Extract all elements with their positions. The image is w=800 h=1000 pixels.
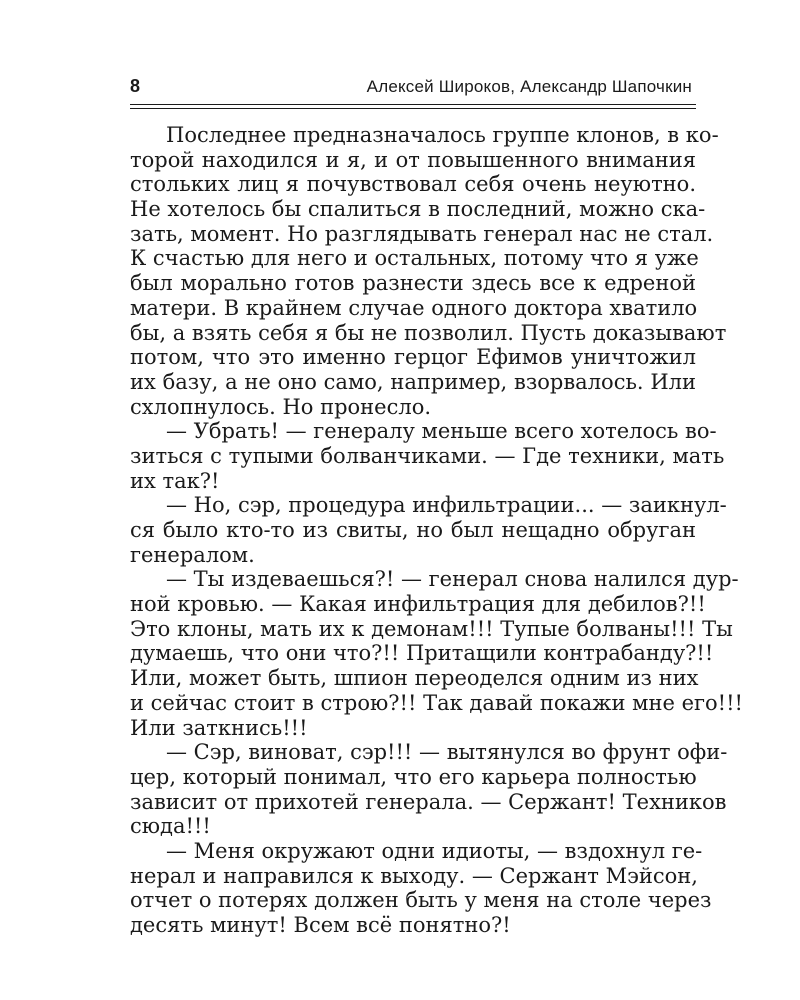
text-line: цер, который понимал, что его карьера полностью [130, 764, 697, 789]
header-rule-bottom [130, 108, 696, 109]
text-line: — Меня окружают одни идиоты, — вздохнул ге- [166, 838, 703, 863]
page-number: 8 [130, 76, 141, 96]
text-line: — Сэр, виноват, сэр!!! — вытянулся во фрунт офи- [166, 740, 728, 765]
text-line: Или заткнись!!! [130, 715, 308, 740]
body-text [130, 123, 743, 938]
text-line: думаешь, что они что?!! Притащили контрабанду?!! [130, 641, 714, 666]
header-rule-top [130, 104, 696, 105]
text-line: десять минут! Всем всё понятно?! [130, 913, 511, 937]
text-line: — Ты издеваешься?! — генерал снова налился дур- [166, 567, 739, 592]
text-line: генералом. [130, 542, 255, 567]
text-line: Последнее предназначалось группе клонов, в ко- [166, 123, 719, 147]
text-line: Или, может быть, шпион переоделся одним из них [130, 666, 699, 691]
text-line: стольких лиц я почувствовал себя очень неуютно. [130, 172, 696, 197]
header-authors: Алексей Широков, Александр Шапочкин [366, 77, 692, 96]
text-line: матери. В крайнем случае одного доктора хватило [130, 295, 698, 320]
text-line: торой находился и я, и от повышенного внимания [130, 147, 696, 172]
text-line: ся было кто-то из свиты, но был нещадно обруган [130, 518, 696, 542]
text-line: зать, момент. Но разглядывать генерал нас не стал. [130, 221, 714, 246]
text-line: потом, что это именно герцог Ефимов уничтожил [130, 345, 696, 370]
text-line: их так?! [130, 468, 220, 493]
text-line: Это клоны, мать их к демонам!!! Тупые болваны!!! Ты [130, 616, 733, 641]
running-header [130, 74, 696, 104]
text-line: ной кровью. — Какая инфильтрация для дебилов?!! [130, 592, 706, 617]
text-line: — Но, сэр, процедура инфильтрации... — заикнул- [166, 493, 727, 518]
text-line: был морально готов разнести здесь все к едреной [130, 271, 696, 296]
text-line: и сейчас стоит в строю?!! Так давай покажи мне его!!! [130, 690, 743, 715]
text-line: сюда!!! [130, 814, 211, 839]
text-line: нерал и направился к выходу. — Сержант Мэйсон, [130, 863, 698, 888]
text-line: их базу, а не оно само, например, взорвалось. Или [130, 369, 696, 394]
text-line: отчет о потерях должен быть у меня на столе через [130, 888, 712, 913]
text-line: схлопнулось. Но пронесло. [130, 394, 432, 419]
text-line: — Убрать! — генералу меньше всего хотелось во- [166, 419, 717, 444]
text-line: бы, а взять себя я бы не позволил. Пусть доказывают [130, 320, 727, 345]
text-line: зиться с тупыми болванчиками. — Где техники, мать [130, 443, 725, 468]
text-line: Не хотелось бы спалиться в последний, можно ска- [130, 197, 706, 222]
text-line: зависит от прихотей генерала. — Сержант! Техников [130, 789, 727, 814]
text-line: К счастью для него и остальных, потому что я уже [130, 246, 699, 271]
